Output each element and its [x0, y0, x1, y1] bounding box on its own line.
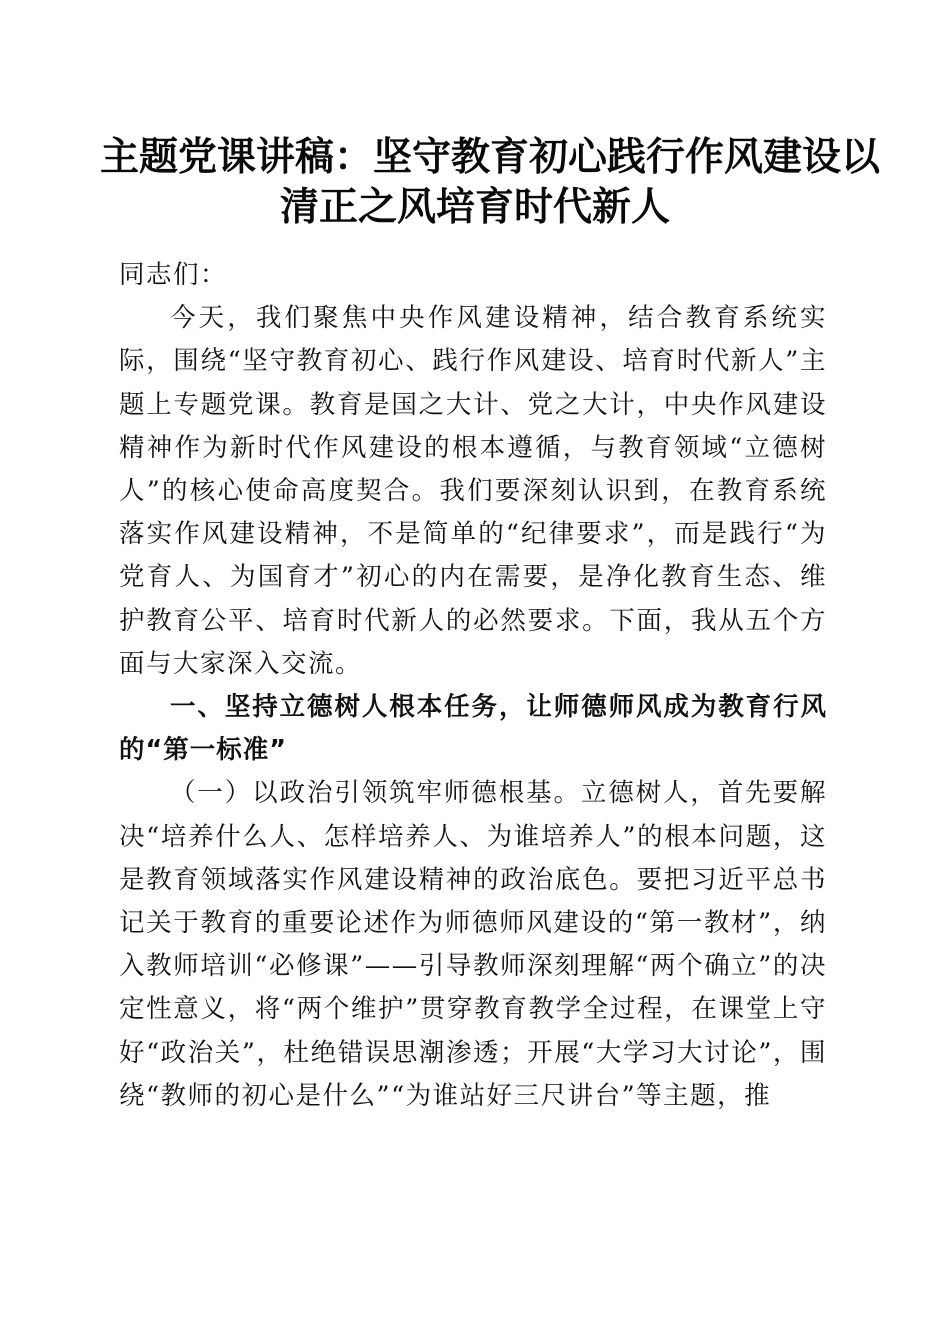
greeting: 同志们： — [119, 260, 228, 290]
title-line-1: 主题党课讲稿：坚守教育初心践行作风建设以 — [100, 134, 881, 180]
title-line-2: 清正之风培育时代新人 — [279, 184, 670, 230]
document-body — [119, 254, 827, 1118]
intro-paragraph: 今天，我们聚焦中央作风建设精神，结合教育系统实际，围绕“坚守教育初心、践行作风建设、培育时代新人”主题上专题党课。教育是国之大计、党之大计，中央作风建设精神作为新时代作风建设的根本遵循，与教育领域“立德树人”的核心使命高度契合。我们要深刻认识到，在教育系统落实作风建设精神，不是简单的“纪律要求”，而是践行“为党育人、为国育才”初心的内在需要，是净化教育生态、维护教育公平、培育时代新人的必然要求。下面，我从五个方面与大家深入交流。 — [119, 303, 827, 679]
section-1-paragraph-1: （一）以政治引领筑牢师德根基。立德树人，首先要解决“培养什么人、怎样培养人、为谁培养人”的根本问题，这是教育领域落实作风建设精神的政治底色。要把习近平总书记关于教育的重要论述作为师德师风建设的“第一教材”，纳入教师培训“必修课”——引导教师深刻理解“两个确立”的决定性意义，将“两个维护”贯穿教育教学全过程，在课堂上守好“政治关”，杜绝错误思潮渗透；开展“大学习大讨论”，围绕“教师的初心是什么”“为谁站好三尺讲台”等主题，推 — [119, 778, 827, 1111]
section-1-heading: 一、坚持立德树人根本任务，让师德师风成为教育行风的“第一标准” — [119, 692, 827, 766]
document-title — [100, 132, 881, 232]
